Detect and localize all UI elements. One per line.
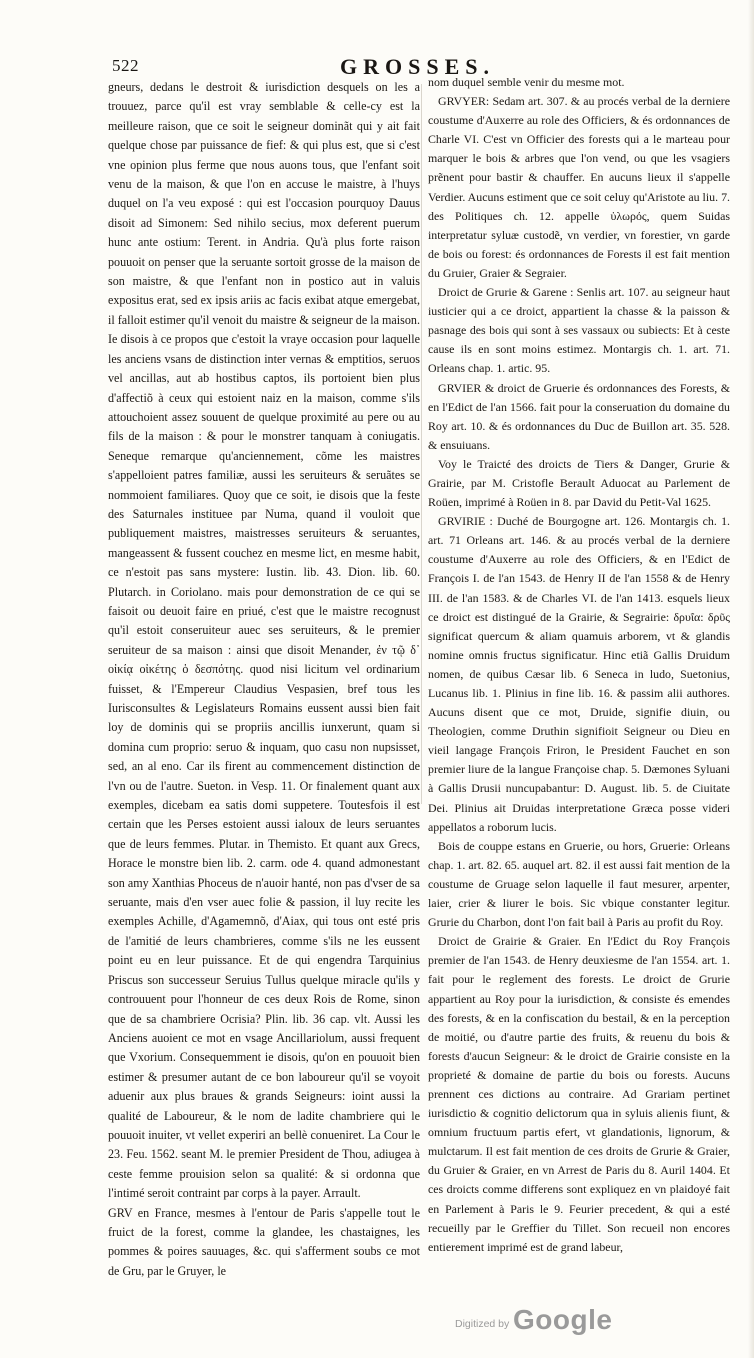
paragraph: gneurs, dedans le destroit & iurisdiction desquels on les a trouuez, parce qu'il est vray semblable & celle-cy est la meilleure raison, que ce soit le seigneur dominãt qui y ait fait quelque chose par puissance de fief: & qui plus est, que si c'est vne opinion plus ferme que nous auons tous, que l'enfant soit venu de la maison, & que l'on en accuse le maistre, à l'huys duquel on l'a veu exposé : qui est l'occasion pourquoy Dauus disoit ad Simonem: Sed nihilo secius, mox deferent puerum hunc ante ostium: Terent. in Andria. Qu'à plus forte raison pouuoit on penser que la seruante sortoit grosse de la maison de son maistre, & que l'enfant non in postico aut in valuis expositus erat, sed ex ipsis ariis ac facis exibat atque emergebat, il falloit estimer qu'il venoit du maistre & seigneur de la maison. Ie disois à ce propos que c'estoit la vraye occasion pour laquelle les anciens vsans de distinction inter vernas & emptitios, seruos vel ancillas, aut ab hostibus captos, ils portoient bien plus d'affectiõ à ceux qui estoient naiz en la maison, comme s'ils attouchoient assez souuent de quelque proximité au pere ou au fils de la maison : & pour le monstrer tanquam à coniugatis. Seneque remarque qu'anciennement, cõme les maistres s'appelloient patres familiæ, aussi les seruiteurs & seruãtes se nommoient familiares. Quoy que ce soit, ie disois que la feste des Saturnales instituee par Numa, quand il vouloit que publiquement maistres, maistresses seruiteurs & seruantes, mangeassent & fussent couchez en mesme lict, en mesme habit, ce n'estoit pas sans mystere: Iustin. lib. 43. Dion. lib. 60. Plutarch. in Coriolano. mais pour demonstration de ce qui se faisoit ou deuoit faire en priué, c'est que le maistre recognust qu'il estoit conseruiteur auec ses seruiteurs, & le premier seruiteur de sa maison : ainsi que disoit Menander, ἐν τῷ δ᾽ οἰκίᾳ οἰκέτης ὁ δεσπότης. quod nisi licitum vel ordinarium fuisset, & l'Empereur Claudius Vespasien, bref tous les Iurisconsultes & Legislateurs Romains eussent aussi bien fait loy de dominis qui se propriis ancillis iunxerunt, quam si domina cum proprio: seruo & inquam, quo casu non nupsisset, sed, an al eno. Car ils firent au commencement distinction de l'vn ou de l'autre. Sueton. in Vesp. 11. Or finalement quant aux exemples, dicebam ea satis domi suppetere. Toutesfois il est certain que les Perses estoient aussi ialoux de leurs seruantes que de leurs femmes. Plutar. in Themisto. Et quant aux Grecs, Horace le monstre bien lib. 2. carm. ode 4. quand admonestant son amy Xanthias Phoceus de n'auoir hanté, non pas d'vser de sa seruante, mais d'en vser auec folie & passion, il luy recite les exemples Achille, d'Agamemnõ, d'Aiax, qui tous ont esté pris de l'amitié de leurs chambrieres, comme s'ils ne les eussent point eu en leur puissance. Et de qui engendra Tarquinius Priscus son successeur Seruius Tullus quelque miracle qu'ils y controuuent pour l'honneur de ces deux Rois de Rome, sinon que de sa chambriere Ocrisia? Plin. lib. 36 cap. vlt. Aussi les Anciens auoient ce mot en vsage Ancillariolum, aussi frequent que Vxorium. Consequemment ie disois, qu'on en pouuoit bien estimer & presumer autant de ce bon laboureur qu'il se voyoit aduenir aux plus braues & grands Seigneurs: ioint aussi la qualité de Laboureur, & le nom de ladite chambriere qui le pouuoit inuiter, vt vellet experiri an bellè conueniret. La Cour le 23. Feu. 1562. seant M. le premier President de Thou, adiugea à ceste femme prouision selon sa qualité: & si ordonna que l'intimé seroit contraint par corps à la payer. Arrault. [108,80,421,1201]
running-title: GROSSES. [340,54,495,79]
entry-gruirie: GRVIRIE : Duché de Bourgogne art. 126. Montargis ch. 1. art. 71 Orleans art. 146. & au procés verbal de la derniere coustume d'Auxerre au role des Officiers, & en l'Edict de François I. de l'an 1543. de Henry II de l'an 1558 & de Henry III. de l'an 1583. & de Charles VI. de l'an 1413. esquels lieux ce droict est distingué de la Grairie, & Segrairie: δρυΐα: δρῦς significat quercum & aliam quamuis arborem, vt & glandis nomine omnis fructus significatur. Hinc etiã Gallis Druidum nomen, de quibus Cæsar lib. 6 Seneca in ludo, Suetonius, Lucanus lib. 1. Plinius in fine lib. 16. & passim alii authores. Aucuns disent que ce mot, Druide, signifie diuin, ou Theologien, comme Druthin signifioit Seigneur ou Dieu en vieil langage François Friron, le President Fauchet en son premier liure de la langue Françoise chap. 5. Dæmones Syluani à Gallis Drusii nuncupabantur: D. August. lib. 5. de Ciuitate Dei. Plinius ait Druidas interpretatione Græca posse videri appellatos a roborum lucis. [428,514,730,834]
digitized-by-google-watermark [455,1304,615,1340]
entry-gruyer: GRVYER: Sedam art. 307. & au procés verbal de la derniere coustume d'Auxerre au role des Officiers, & és ordonnances de Charle VI. C'est vn Officier des forests qui a le marteau pour marquer le bois & arbres que l'on vend, ou que les vsagiers prẽnent pour bastir & chauffer. En aucuns lieux il s'appelle Verdier. Aucuns estiment que ce soit celuy qu'Aristote au liu. 7. des Politiques ch. 12. appelle ὑλωρός, quem Suidas interpretatur syluæ custodẽ, vn verdier, vn forestier, vn garde de bois ou forest: és ordonnances de Forests il est fait mention du Gruier, Graier & Segraier. [428,94,730,280]
entry-gru: GRV en France, mesmes à l'entour de Paris s'appelle tout le fruict de la forest, comme la glandee, les chastaignes, les pommes & poires sauuages, &c. qui s'afferment soubs ce mot de Gru, par le Gruyer, le [108,1205,420,1278]
scan-edge-shadow [748,0,754,1358]
watermark-prefix: Digitized by [455,1318,510,1330]
google-logo: Google [513,1304,613,1335]
entry-bois-de-couppe: Bois de couppe estans en Gruerie, ou hors, Gruerie: Orleans chap. 1. art. 82. 65. auquel art. 82. il est aussi fait mention de la coustume de Gruage selon laquelle il faut mesurer, arpenter, laier, crier & liurer le bois. Sic vbique constanter legitur. Grurie du Charbon, dont l'on fait bail à Paris au profit du Roy. [428,838,730,930]
page-number: 522 [112,56,139,75]
entry-droict-de-grairie: Droict de Grairie & Graier. En l'Edict du Roy François premier de l'an 1543. de Henry deuxiesme de l'an 1554. art. 1. fait pour le reglement des forests. Le droict de Grurie appartient au Roy pour la iurisdiction, & consiste és emendes des forests, & en la confiscation du bestail, & en la perception de moitié, ou d'autre partie des fruits, & reuenu du bois & forests d'aucun Seigneur: & le droict de Grairie consiste en la proprieté & domaine de partie du bois ou forests. Aucuns prennent ces dictions au contraire. Ad Grariam pertinet iurisdictio & cognitio delictorum qua in syluis alienis fiunt, & omnium fructuum partis efert, vt glandationis, lignorum, & mulctarum. Il est fait mention de ces droits de Grurie & Graier, du Gruier & Graier, en vn Arrest de Paris du 8. Auril 1404. Et ces droicts comme differens sont expliquez en vn plaidoyé fait en Parlement à Paris le 9. Feurier precedent, & qui a esté recueilly par le Greffier du Tillet. Son recueil non encores entierement imprimé est de grand labeur, [428,934,730,1254]
column-divider [421,84,422,804]
entry-droict-de-grurie: Droict de Grurie & Garene : Senlis art. 107. au seigneur haut iusticier qui a ce droict, appartient la chasse & la paisson & pasnage des bois qui sont à ses vassaux ou subiects: Et à ceste cause ils en sont moins estimez. Montargis ch. 1. art. 71. Orleans chap. 1. artic. 95. [428,285,730,376]
right-column [428,73,730,1257]
left-column [108,78,420,1281]
entry-traicte-reference: Voy le Traicté des droicts de Tiers & Danger, Grurie & Grairie, par M. Cristofle Berault Aduocat au Parlement de Roüen, imprimé à Roüen in 8. par David du Petit-Val 1625. [428,456,730,510]
entry-gruier: GRVIER & droict de Gruerie és ordonnances des Forests, & en l'Edict de l'an 1566. fait pour la conseruation du domaine du Roy art. 10. & és ordonnances du Duc de Buillon art. 35. 528. & ensuiuans. [428,380,730,452]
paragraph: nom duquel semble venir du mesme mot. [428,75,625,89]
